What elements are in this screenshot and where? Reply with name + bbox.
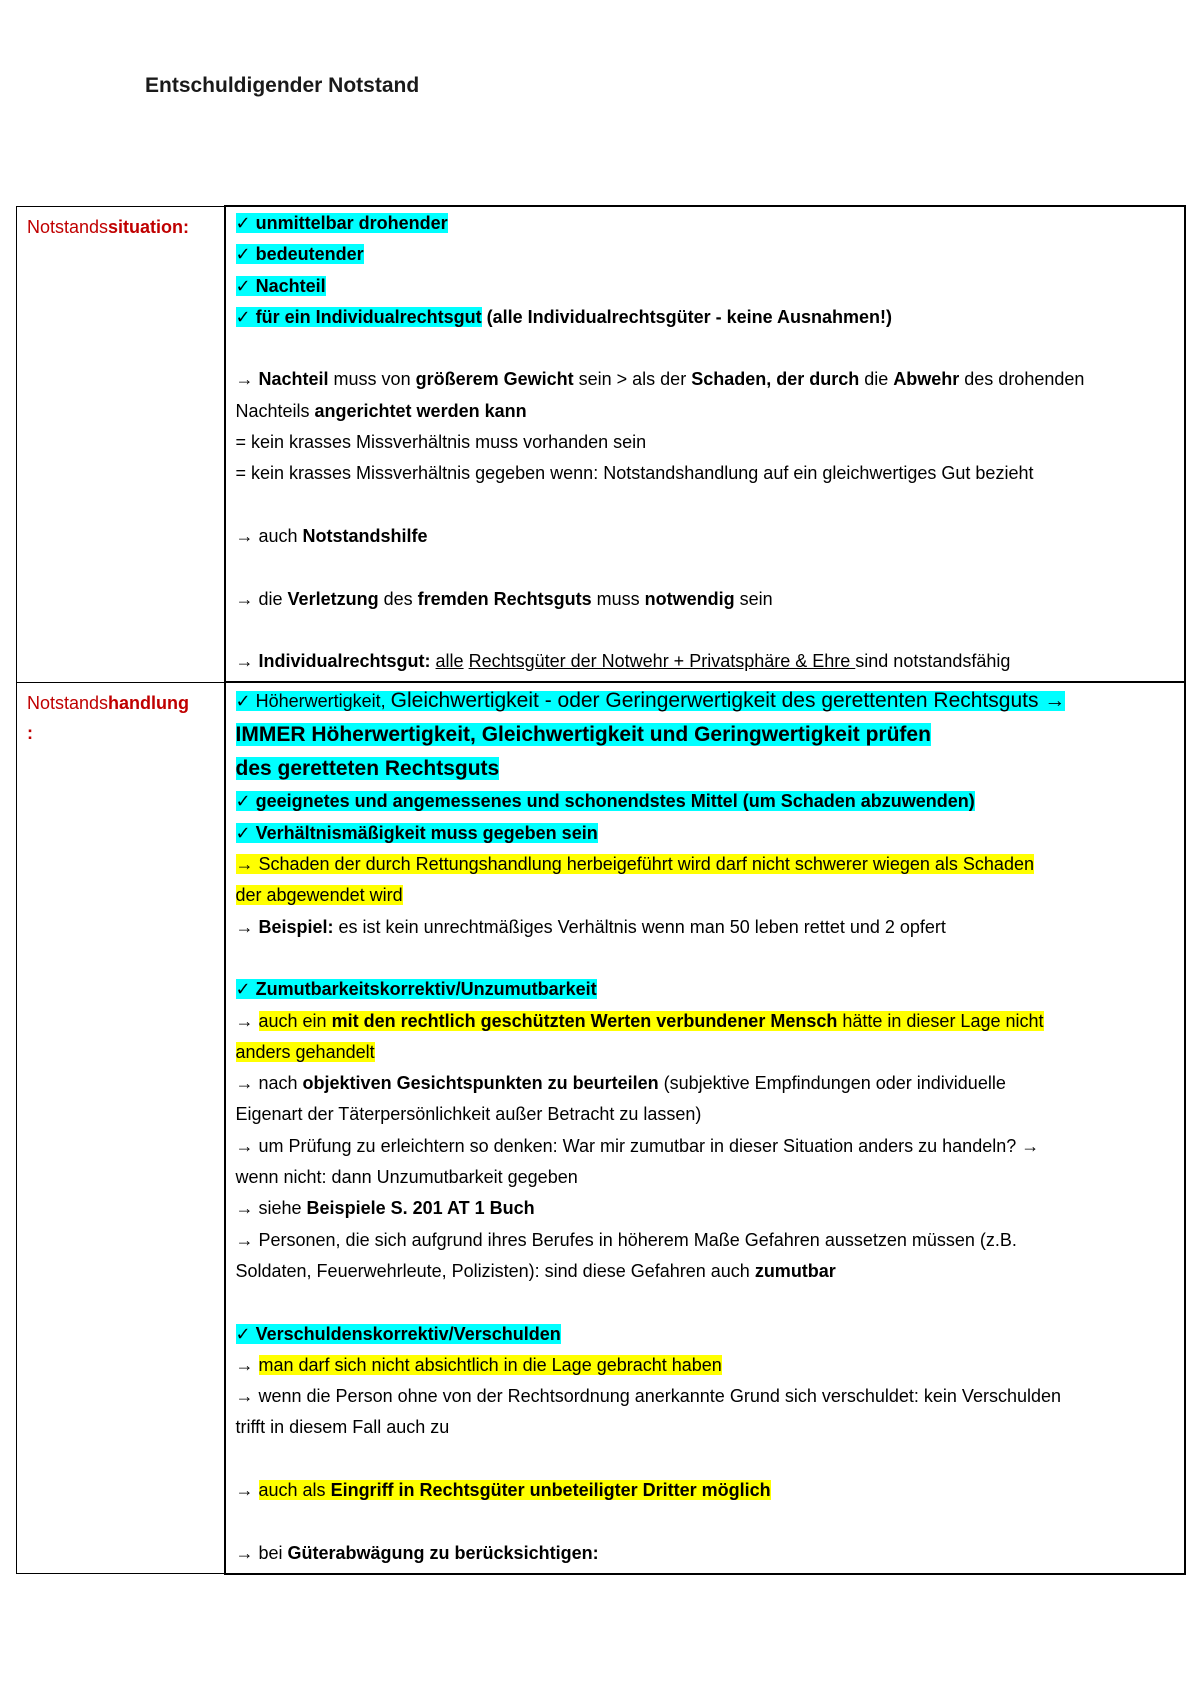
text-line: [236, 1475, 1176, 1506]
text-line: [236, 208, 1176, 239]
bold-text: ✓ Nachteil: [235, 275, 326, 296]
bold-text: →: [235, 588, 259, 609]
text-run: (subjektive Empfindungen oder individuelle: [658, 1073, 1006, 1094]
row-label: [17, 207, 224, 247]
text-run: die: [258, 588, 288, 609]
cyan-highlight: [236, 276, 326, 296]
blank-line: [236, 490, 1176, 521]
row-label-cell: [17, 206, 225, 682]
cyan-highlight: [236, 757, 500, 780]
text-run: sein: [734, 588, 773, 609]
line-text: [236, 1167, 578, 1187]
row-content-cell: [225, 682, 1185, 1573]
text-line: [236, 271, 1176, 302]
cyan-highlight: [236, 979, 597, 999]
bold-text: Verletzung: [287, 588, 379, 609]
blank-line: [236, 333, 1176, 364]
text-run: des: [378, 588, 418, 609]
bold-text: Schaden, der durch: [691, 369, 860, 390]
bold-text: angerichtet werden kann: [314, 400, 527, 421]
text-run: Soldaten, Feuerwehrleute, Polizisten): sind diese Gefahren auch: [235, 1260, 755, 1281]
text-line: [236, 684, 1176, 718]
text-run: sind notstandsfähig: [855, 651, 1011, 672]
cyan-highlight: [236, 723, 931, 746]
text-run: Gleichwertigkeit - oder Geringerwertigkeit des gerettenten Rechtsguts →: [390, 689, 1066, 713]
document-title: Entschuldigender Notstand: [145, 74, 420, 97]
line-text: [236, 1073, 1006, 1093]
bold-text: ✓ Verschuldenskorrektiv/Verschulden: [235, 1323, 561, 1344]
line-text: [236, 1198, 535, 1218]
notstand-table: [16, 205, 1186, 1575]
bold-text: objektiven Gesichtspunkten zu beurteilen: [302, 1073, 659, 1094]
bold-text: größerem Gewicht: [415, 369, 574, 390]
text-run: anders gehandelt: [235, 1041, 375, 1062]
line-text: [236, 1543, 599, 1563]
text-run: auch ein: [258, 1010, 332, 1031]
row-label: [17, 683, 224, 753]
row-content: [226, 207, 1184, 681]
yellow-highlight: [259, 1011, 1044, 1031]
bold-text: Beispiel:: [258, 916, 334, 937]
line-text: [236, 463, 1034, 483]
bold-text: ✓ Zumutbarkeitskorrektiv/Unzumutbarkeit: [235, 979, 597, 1000]
text-run: → Personen, die sich aufgrund ihres Berufes in höherem Maße Gefahren aussetzen müssen (z.B.: [235, 1229, 1017, 1250]
text-line: [236, 752, 1176, 786]
text-line: [236, 521, 1176, 552]
text-run: wenn nicht: dann Unzumutbarkeit gegeben: [235, 1167, 578, 1188]
text-run: →: [235, 369, 259, 390]
blank-line: [236, 1287, 1176, 1318]
text-line: [236, 646, 1176, 677]
row-label-colon: :: [27, 722, 33, 743]
bold-text: (alle Individualrechtsgüter - keine Ausnahmen!): [481, 306, 893, 327]
text-run: trifft in diesem Fall auch zu: [235, 1417, 450, 1438]
text-run: → siehe: [235, 1198, 307, 1219]
bold-text: mit den rechtlich geschützten Werten verbundener Mensch: [331, 1010, 838, 1031]
blank-line: [236, 552, 1176, 583]
text-run: → auch: [235, 525, 303, 546]
text-line: [236, 1225, 1176, 1256]
bold-text: ✓ Verhältnismäßigkeit muss gegeben sein: [235, 822, 598, 843]
bold-text: Güterabwägung zu berücksichtigen:: [287, 1542, 599, 1563]
line-text: [236, 432, 647, 452]
text-run: die: [859, 369, 894, 390]
text-run: → Schaden der durch Rettungshandlung herbeigeführt wird darf nicht schwerer wiegen als Schaden: [235, 854, 1034, 875]
text-run: Nachteils: [235, 400, 315, 421]
text-line: [236, 1193, 1176, 1224]
table-row: [17, 682, 1185, 1573]
text-line: [236, 818, 1176, 849]
text-run: man darf sich nicht absichtlich in die Lage gebracht haben: [258, 1354, 722, 1375]
blank-line: [236, 1506, 1176, 1537]
bold-text: zumutbar: [754, 1260, 836, 1281]
arrow-icon: →: [235, 1354, 259, 1375]
cyan-highlight: [236, 307, 482, 327]
bold-text: Abwehr: [893, 369, 960, 390]
row-label-cell: [17, 682, 225, 1573]
underlined-text: alle: [435, 651, 464, 672]
text-line: [236, 458, 1176, 489]
bold-text: notwendig: [644, 588, 735, 609]
text-run: → nach: [235, 1073, 303, 1094]
row-content: [226, 683, 1184, 1572]
bold-text: ✓ bedeutender: [235, 244, 364, 265]
cyan-highlight: [236, 213, 448, 233]
text-line: [236, 1099, 1176, 1130]
text-line: [236, 1319, 1176, 1350]
text-line: [236, 1256, 1176, 1287]
text-line: [236, 1006, 1176, 1037]
text-line: [236, 364, 1176, 395]
text-line: [236, 1068, 1176, 1099]
text-line: [236, 1162, 1176, 1193]
bold-text: des geretteten Rechtsguts: [235, 757, 500, 781]
text-line: [236, 849, 1176, 880]
text-line: [236, 1538, 1176, 1569]
line-text: [236, 1136, 1040, 1156]
text-run: → wenn die Person ohne von der Rechtsordnung anerkannte Grund sich verschuldet: kein Verschulden: [235, 1386, 1062, 1407]
bold-text: Individualrechtsgut:: [258, 651, 431, 672]
bold-text: ✓ unmittelbar drohender: [235, 213, 448, 233]
blank-line: [236, 615, 1176, 646]
yellow-highlight: [259, 1480, 771, 1500]
text-line: [236, 396, 1176, 427]
text-run: auch als: [258, 1479, 331, 1500]
cyan-highlight: [236, 791, 975, 811]
text-run: es ist kein unrechtmäßiges Verhältnis wenn man 50 leben rettet und 2 opfert: [333, 916, 946, 937]
text-line: [236, 1412, 1176, 1443]
cyan-highlight: [236, 244, 364, 264]
line-text: [236, 1230, 1017, 1250]
text-run: muss von: [328, 369, 416, 390]
text-run: hätte in dieser Lage nicht: [837, 1010, 1044, 1031]
text-line: [236, 974, 1176, 1005]
bold-text: ✓ geeignetes und angemessenes und schonendstes Mittel (um Schaden abzuwenden): [235, 791, 975, 812]
text-line: [236, 1381, 1176, 1412]
yellow-highlight: [236, 1042, 375, 1062]
text-line: [236, 1131, 1176, 1162]
bold-text: ✓ für ein Individualrechtsgut: [235, 306, 482, 327]
underlined-text: Rechtsgüter der Notwehr + Privatsphäre & Ehre: [468, 651, 856, 672]
cyan-highlight: [236, 1324, 561, 1344]
table-row: [17, 206, 1185, 682]
arrow-icon: →: [235, 1010, 259, 1031]
row-content-cell: [225, 206, 1185, 682]
bold-text: Nachteil: [258, 369, 329, 390]
bold-text: fremden Rechtsguts: [417, 588, 592, 609]
text-run: → bei: [235, 1542, 288, 1563]
text-line: [236, 584, 1176, 615]
text-run: muss: [591, 588, 645, 609]
text-line: [236, 880, 1176, 911]
text-line: [236, 239, 1176, 270]
bold-text: Eingriff in Rechtsgüter unbeteiligter Dritter möglich: [330, 1479, 771, 1500]
text-line: [236, 786, 1176, 817]
text-run: der abgewendet wird: [235, 885, 403, 906]
text-run: ✓ Höherwertigkeit,: [235, 691, 391, 712]
row-label-suffix: situation:: [108, 216, 190, 237]
line-text: [236, 1104, 702, 1124]
text-line: [236, 302, 1176, 333]
text-run: = kein krasses Missverhältnis muss vorhanden sein: [235, 432, 647, 453]
row-label-prefix: Notstands: [27, 692, 109, 713]
text-run: des drohenden: [959, 369, 1085, 390]
line-text: [236, 651, 1011, 671]
yellow-highlight: [259, 1355, 722, 1375]
cyan-highlight: [236, 823, 598, 843]
text-line: [236, 912, 1176, 943]
text-line: [236, 1037, 1176, 1068]
bold-text: Notstandshilfe: [302, 525, 428, 546]
bold-text: Beispiele S. 201 AT 1 Buch: [306, 1198, 535, 1219]
line-text: [236, 1417, 450, 1437]
bold-text: IMMER Höherwertigkeit, Gleichwertigkeit und Geringwertigkeit prüfen: [235, 723, 931, 747]
line-text: [236, 369, 1085, 389]
row-label-prefix: Notstands: [27, 216, 109, 237]
row-label-suffix: handlung: [108, 692, 190, 713]
yellow-highlight: [236, 885, 403, 905]
text-run: →: [235, 916, 259, 937]
cyan-highlight: [236, 691, 1066, 711]
text-run: sein > als der: [573, 369, 692, 390]
line-text: [236, 1261, 836, 1281]
arrow-icon: →: [235, 1479, 259, 1500]
line-text: [236, 526, 428, 546]
line-text: [236, 917, 946, 937]
text-run: = kein krasses Missverhältnis gegeben wenn: Notstandshandlung auf ein gleichwertiges Gut bezieht: [235, 463, 1034, 484]
line-text: [236, 1386, 1062, 1406]
text-run: Eigenart der Täterpersönlichkeit außer Betracht zu lassen): [235, 1104, 702, 1125]
yellow-highlight: [236, 854, 1034, 874]
line-text: [236, 401, 527, 421]
blank-line: [236, 1444, 1176, 1475]
text-line: [236, 718, 1176, 752]
text-run: →: [235, 651, 259, 672]
text-run: → um Prüfung zu erleichtern so denken: War mir zumutbar in dieser Situation anders zu handeln? →: [235, 1135, 1040, 1156]
text-line: [236, 427, 1176, 458]
text-line: [236, 1350, 1176, 1381]
line-text: [236, 589, 773, 609]
blank-line: [236, 943, 1176, 974]
